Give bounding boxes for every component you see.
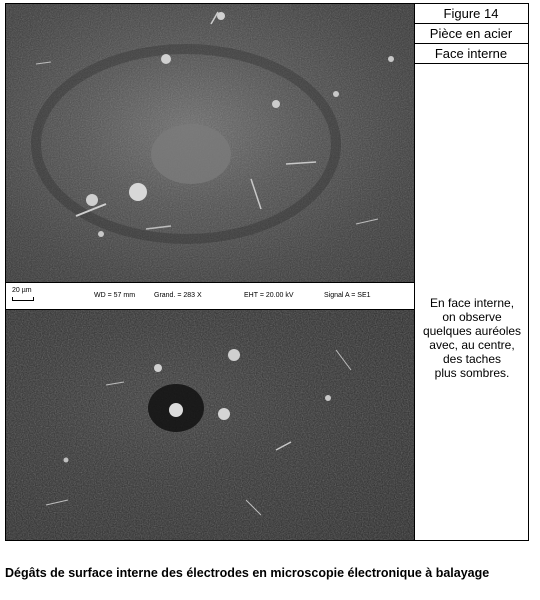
particle <box>129 183 147 201</box>
material-label: Pièce en acier <box>414 24 528 44</box>
description-line: on observe <box>442 310 502 324</box>
particle <box>169 403 183 417</box>
figure-description <box>418 296 526 380</box>
sem-image-column <box>6 4 415 540</box>
description-line: des taches <box>442 352 502 366</box>
face-label: Face interne <box>414 44 528 64</box>
magnification: Grand. = 283 X <box>154 292 202 299</box>
description-line: En face interne, <box>429 296 515 310</box>
sem-micrograph-top <box>6 4 414 282</box>
sem-micrograph-bottom <box>6 310 414 540</box>
central-aureole <box>151 124 231 184</box>
description-line: quelques auréoles <box>422 324 522 338</box>
working-distance: WD = 57 mm <box>94 292 136 299</box>
figure-frame <box>5 3 529 541</box>
eht-voltage: EHT = 20.00 kV <box>244 292 294 299</box>
description-line: plus sombres. <box>434 366 510 380</box>
sem-info-bar <box>6 282 414 310</box>
scale-bar <box>12 297 34 301</box>
scale-bar-label: 20 µm <box>12 287 32 294</box>
signal-type: Signal A = SE1 <box>324 292 371 299</box>
sem-texture-top <box>6 4 414 282</box>
sem-texture-bottom <box>6 310 414 540</box>
figure-caption: Dégâts de surface interne des électrodes en microscopie électronique à balayage <box>5 566 490 580</box>
description-line: avec, au centre, <box>429 338 515 352</box>
figure-number: Figure 14 <box>414 4 528 24</box>
